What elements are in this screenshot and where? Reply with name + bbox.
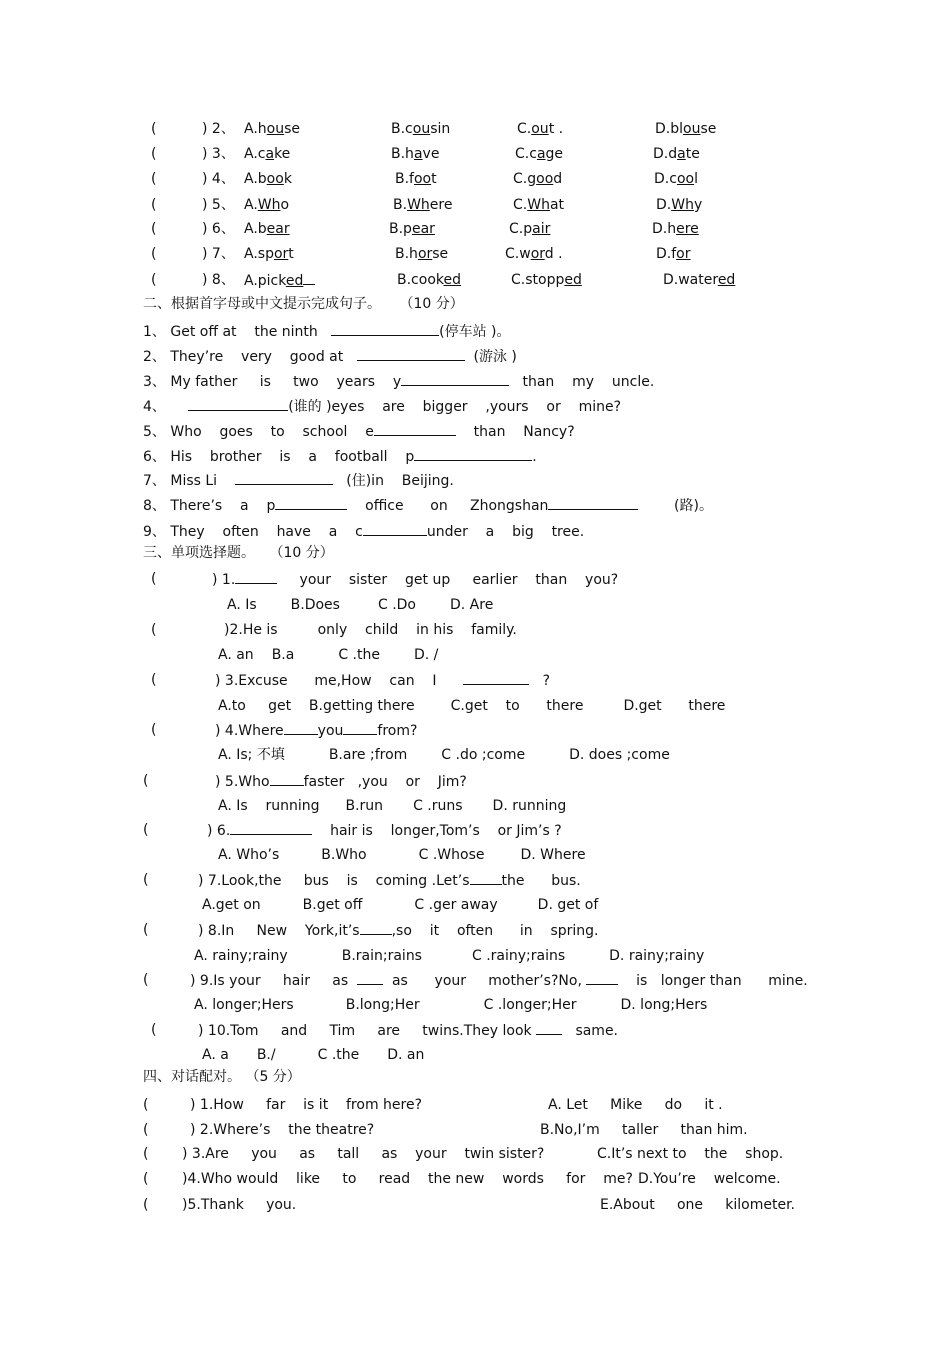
question-6: ) 6. hair is longer,Tom’s or Jim’s ? (207, 823, 562, 839)
dialog-question-3: ) 3.Are you as tall as your twin sister? (182, 1146, 545, 1162)
options-7: A.get on B.get off C .ger away D. get of (202, 897, 599, 913)
answer-paren[interactable]: ( (143, 1197, 149, 1213)
blank-field[interactable] (357, 347, 465, 361)
dialog-question-1: ) 1.How far is it from here? (190, 1097, 423, 1113)
sentence-9: 9、 They often have a c under a big tree. (143, 524, 585, 540)
dialog-question-5: )5.Thank you. (182, 1197, 297, 1213)
blank-field[interactable] (357, 971, 383, 985)
question-number: ) 7、 (202, 246, 235, 262)
sentence-3: 3、 My father is two years y than my uncle. (143, 374, 655, 390)
answer-paren[interactable]: ( (151, 221, 157, 237)
blank-field[interactable] (586, 971, 618, 985)
option-b: B.have (391, 146, 440, 162)
option-a: A.Who (244, 197, 290, 213)
dialog-answer-c: C.It’s next to the shop. (597, 1146, 784, 1162)
option-c: C.What (513, 197, 565, 213)
blank-field[interactable] (374, 422, 456, 436)
sentence-1: 1、 Get off at the ninth (停车站 )。 (143, 324, 511, 340)
option-b: B.pear (389, 221, 435, 237)
options-8: A. rainy;rainy B.rain;rains C .rainy;rains D. rainy;rainy (194, 948, 705, 964)
blank-field[interactable] (463, 671, 529, 685)
sentence-5: 5、 Who goes to school e than Nancy? (143, 424, 575, 440)
dialog-answer-b: B.No,I’m taller than him. (540, 1122, 748, 1138)
blank-field[interactable] (275, 496, 347, 510)
dialog-question-2: ) 2.Where’s the theatre? (190, 1122, 375, 1138)
blank-field[interactable] (235, 570, 277, 584)
blank-field[interactable] (331, 322, 439, 336)
options-5: A. Is running B.run C .runs D. running (218, 798, 567, 814)
answer-paren[interactable]: ( (151, 121, 157, 137)
dialog-question-4: )4.Who would like to read the new words for me? (182, 1171, 633, 1187)
blank-field[interactable] (363, 522, 427, 536)
option-c: C.good (513, 171, 563, 187)
option-d: D.for (656, 246, 691, 262)
section-4-heading: 四、对话配对。 （5 分） (143, 1069, 301, 1085)
question-number: ) 8、 (202, 272, 235, 288)
question-number: ) 4、 (202, 171, 235, 187)
options-6: A. Who’s B.Who C .Whose D. Where (218, 847, 586, 863)
answer-paren[interactable]: ( (143, 922, 149, 938)
options-2: A. an B.a C .the D. / (218, 647, 439, 663)
option-c: C.word . (505, 246, 563, 262)
answer-paren[interactable]: ( (151, 722, 157, 738)
answer-paren[interactable]: ( (143, 1146, 149, 1162)
options-3: A.to get B.getting there C.get to there D.get there (218, 698, 726, 714)
option-d: D.date (653, 146, 700, 162)
answer-paren[interactable]: ( (151, 622, 157, 638)
question-4: ) 4.Where you from? (215, 723, 418, 739)
answer-paren[interactable]: ( (151, 146, 157, 162)
answer-paren[interactable]: ( (143, 872, 149, 888)
dialog-answer-e: E.About one kilometer. (600, 1197, 796, 1213)
answer-paren[interactable]: ( (151, 171, 157, 187)
option-c: C.cage (515, 146, 564, 162)
answer-paren[interactable]: ( (143, 1171, 149, 1187)
question-10: ) 10.Tom and Tim are twins.They look same. (198, 1023, 619, 1039)
dialog-answer-d: D.You’re welcome. (638, 1171, 781, 1187)
blank-field[interactable] (284, 721, 318, 735)
section-3-heading: 三、单项选择题。 （10 分） (143, 545, 334, 561)
answer-paren[interactable]: ( (143, 1097, 149, 1113)
question-9: ) 9.Is your hair as as your mother’s?No, is longer than mine. (190, 973, 808, 989)
option-c: C.stopped (511, 272, 582, 288)
option-c: C.pair (509, 221, 551, 237)
question-7: ) 7.Look,the bus is coming .Let’s the bus. (198, 873, 581, 889)
sentence-7: 7、 Miss Li (住)in Beijing. (143, 473, 454, 489)
option-a: A.bear (244, 221, 290, 237)
option-a: A.cake (244, 146, 291, 162)
answer-paren[interactable]: ( (151, 272, 157, 288)
blank-field[interactable] (536, 1021, 562, 1035)
answer-paren[interactable]: ( (143, 822, 149, 838)
option-a: A.sport (244, 246, 294, 262)
blank-field[interactable] (401, 372, 509, 386)
options-1: A. Is B.Does C .Do D. Are (227, 597, 494, 613)
question-8: ) 8.In New York,it’s ,so it often in spring. (198, 923, 599, 939)
answer-paren[interactable]: ( (151, 672, 157, 688)
blank-field[interactable] (235, 471, 333, 485)
option-b: B.foot (395, 171, 437, 187)
option-d: D.watered (663, 272, 736, 288)
options-10: A. a B./ C .the D. an (202, 1047, 425, 1063)
option-b: B.horse (395, 246, 449, 262)
option-a: A.house (244, 121, 301, 137)
blank-field[interactable] (343, 721, 377, 735)
option-b: B.Where (393, 197, 453, 213)
question-number: ) 5、 (202, 197, 235, 213)
dialog-answer-a: A. Let Mike do it . (548, 1097, 723, 1113)
answer-paren[interactable]: ( (151, 571, 157, 587)
question-number: ) 2、 (202, 121, 235, 137)
answer-paren[interactable]: ( (151, 246, 157, 262)
blank-field[interactable] (360, 921, 392, 935)
answer-paren[interactable]: ( (143, 972, 149, 988)
options-9: A. longer;Hers B.long;Her C .longer;Her D. long;Hers (194, 997, 708, 1013)
sentence-8: 8、 There’s a p office on Zhongshan (路)。 (143, 498, 713, 514)
option-d: D.blouse (655, 121, 717, 137)
sentence-4: 4、 (谁的 )eyes are bigger ,yours or mine? (143, 399, 622, 415)
blank-field[interactable] (470, 871, 502, 885)
blank-field[interactable] (270, 772, 304, 786)
option-d: D.cool (654, 171, 698, 187)
question-1: ) 1. your sister get up earlier than you? (212, 572, 619, 588)
question-3: ) 3.Excuse me,How can I ? (215, 673, 551, 689)
option-d: D.here (652, 221, 699, 237)
answer-paren[interactable]: ( (151, 1022, 157, 1038)
answer-paren[interactable]: ( (143, 773, 149, 789)
option-a: A.book (244, 171, 292, 187)
question-2: )2.He is only child in his family. (224, 622, 517, 638)
question-number: ) 6、 (202, 221, 235, 237)
option-d: D.Why (656, 197, 703, 213)
blank-field[interactable] (414, 447, 532, 461)
option-b: B.cousin (391, 121, 451, 137)
section-2-heading: 二、根据首字母或中文提示完成句子。 （10 分） (143, 296, 464, 312)
answer-paren[interactable]: ( (151, 197, 157, 213)
blank-field[interactable] (188, 397, 288, 411)
options-4: A. Is; 不填 B.are ;from C .do ;come D. does ;come (218, 747, 670, 763)
question-5: ) 5.Who faster ,you or Jim? (215, 774, 467, 790)
blank-field[interactable] (230, 821, 312, 835)
sentence-6: 6、 His brother is a football p . (143, 449, 537, 465)
option-b: B.cooked (397, 272, 461, 288)
sentence-2: 2、 They’re very good at (游泳 ) (143, 349, 517, 365)
option-a: A.picked (244, 271, 315, 290)
option-c: C.out . (517, 121, 564, 137)
question-number: ) 3、 (202, 146, 235, 162)
blank-field[interactable] (548, 496, 638, 510)
answer-paren[interactable]: ( (143, 1122, 149, 1138)
